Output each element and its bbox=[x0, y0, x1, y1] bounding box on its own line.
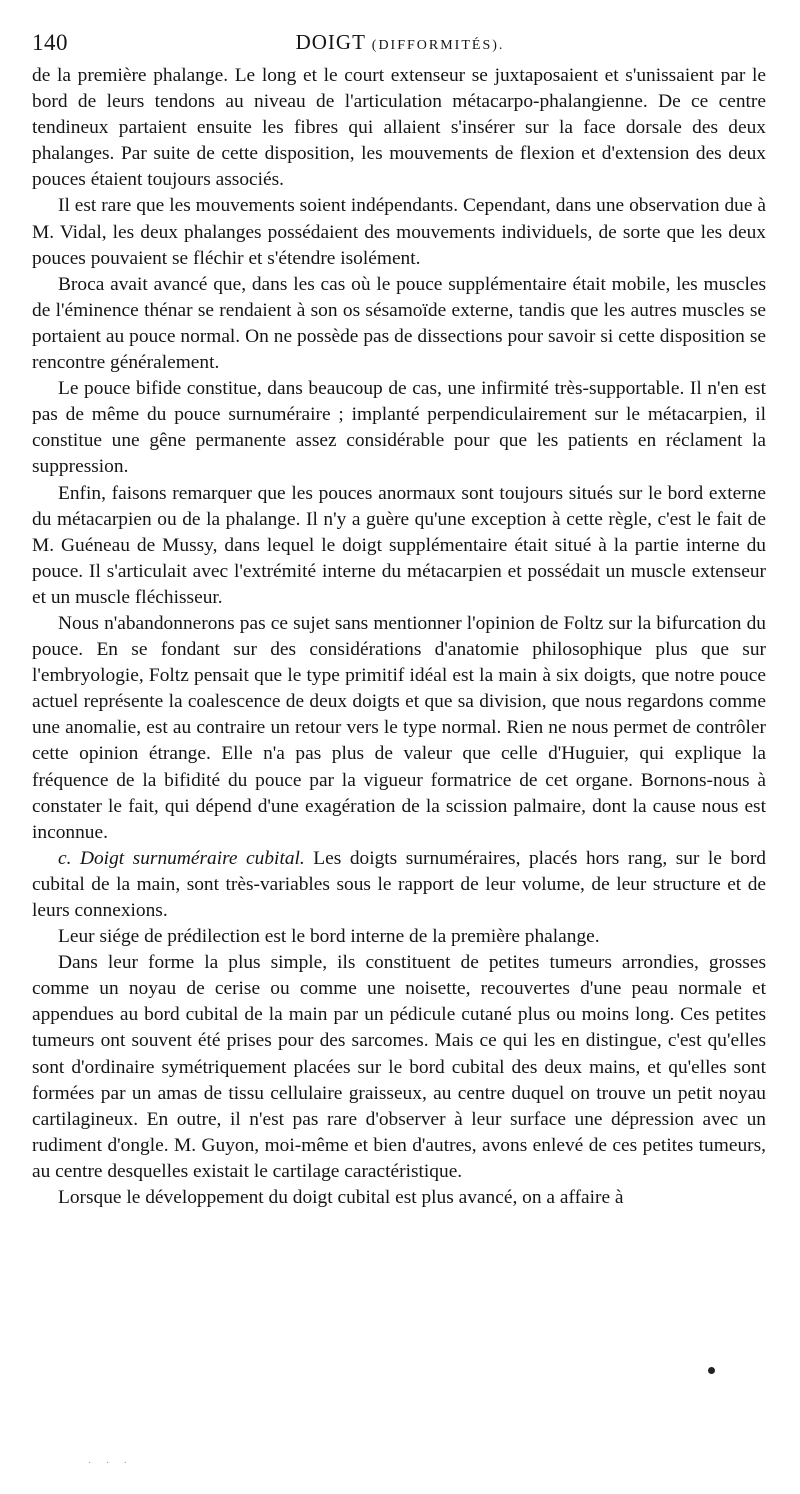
running-header bbox=[32, 30, 768, 60]
section-text: Les doigts surnuméraires, placés hors rang, sur le bord cubital de la main, sont très-variables sous le rapport de leur volume, de leur structure et de leurs connexions. bbox=[32, 847, 766, 921]
running-title bbox=[32, 30, 768, 55]
section-heading: c. Doigt surnuméraire cubital. bbox=[58, 847, 305, 869]
section-paragraph bbox=[32, 846, 766, 924]
ink-dot bbox=[708, 1367, 715, 1374]
paragraph: Enfin, faisons remarquer que les pouces anormaux sont toujours situés sur le bord externe du métacarpien ou de la phalange. Il n'y a guère qu'une exception à cette règle, c'est le fait de M. Guéneau de Mussy, dans lequel le doigt supplémentaire était situé à la partie interne du pouce. Il s'articulait avec l'extrémité interne du métacarpien et possédait un muscle extenseur et un muscle fléchisseur. bbox=[32, 482, 766, 608]
running-title-main: DOIGT bbox=[295, 30, 366, 54]
paragraph: Broca avait avancé que, dans les cas où le pouce supplémentaire était mobile, les muscles de l'éminence thénar se rendaient à son os sésamoïde externe, tandis que les autres muscles se portaient au pouce normal. On ne possède pas de dissections pour savoir si cette disposition se rencontre généralement. bbox=[32, 273, 766, 374]
paragraph: Il est rare que les mouvements soient indépendants. Cependant, dans une observation due à M. Vidal, les deux phalanges possédaient des mouvements individuels, de sorte que les deux pouces pouvaient se fléchir et s'étendre isolément. bbox=[32, 195, 766, 269]
paragraph-continuation: de la première phalange. Le long et le court extenseur se juxtaposaient et s'unissaient par le bord de leurs tendons au niveau de l'articulation métacarpo-phalangienne. De ce centre tendineux partaient ensuite les fibres qui allaient s'insérer sur la face dorsale des deux phalanges. Par suite de cette disposition, les mouvements de flexion et d'extension des deux pouces étaient toujours associés. bbox=[32, 65, 766, 191]
paragraph: Le pouce bifide constitue, dans beaucoup de cas, une infirmité très-supportable. Il n'en est pas de même du pouce surnuméraire ; implanté perpendiculairement sur le métacarpien, il constitue une gêne permanente assez considérable pour que les patients en réclament la suppression. bbox=[32, 378, 766, 478]
page-number: 140 bbox=[32, 30, 68, 55]
paragraph: Dans leur forme la plus simple, ils constituent de petites tumeurs arrondies, grosses comme un noyau de cerise ou comme une noisette, recouvertes d'une peau normale et appendues au bord cubital de la main par un pédicule cutané plus ou moins long. Ces petites tumeurs ont souvent été prises pour des sarcomes. Mais ce qui les en distingue, c'est qu'elles sont d'ordinaire symétriquement placées sur le bord cubital des deux mains, et qu'elles sont formées par un amas de tissu cellulaire graisseux, au centre duquel on trouve un petit noyau cartilagineux. En outre, il n'est pas rare d'observer à leur surface une dépression avec un rudiment d'ongle. M. Guyon, moi-même et bien d'autres, avons enlevé de ces petites tumeurs, au centre desquelles existait le cartilage caractéristique. bbox=[32, 952, 766, 1182]
body-text bbox=[32, 63, 766, 1211]
paragraph: Leur siége de prédilection est le bord interne de la première phalange. bbox=[58, 926, 600, 948]
scan-specks: · · · bbox=[88, 1458, 133, 1469]
paragraph: Nous n'abandonnerons pas ce sujet sans mentionner l'opinion de Foltz sur la bifurcation du pouce. En se fondant sur des considérations d'anatomie philosophique plus que sur l'embryologie, Foltz pensait que le type primitif idéal est la main à six doigts, que notre pouce actuel représente la coalescence de deux doigts et que sa division, que nous regardons comme une anomalie, est au contraire un retour vers le type normal. Rien ne nous permet de contrôler cette opinion étrange. Elle n'a pas plus de valeur que celle d'Huguier, qui explique la fréquence de la bifidité du pouce par la vigueur formatrice de cet organe. Bornons-nous à constater le fait, qui dépend d'une exagération de la scission palmaire, dont la cause nous est inconnue. bbox=[32, 612, 766, 843]
paragraph: Lorsque le développement du doigt cubital est plus avancé, on a affaire à bbox=[58, 1187, 624, 1209]
running-title-sub: (DIFFORMITÉS). bbox=[371, 38, 505, 53]
